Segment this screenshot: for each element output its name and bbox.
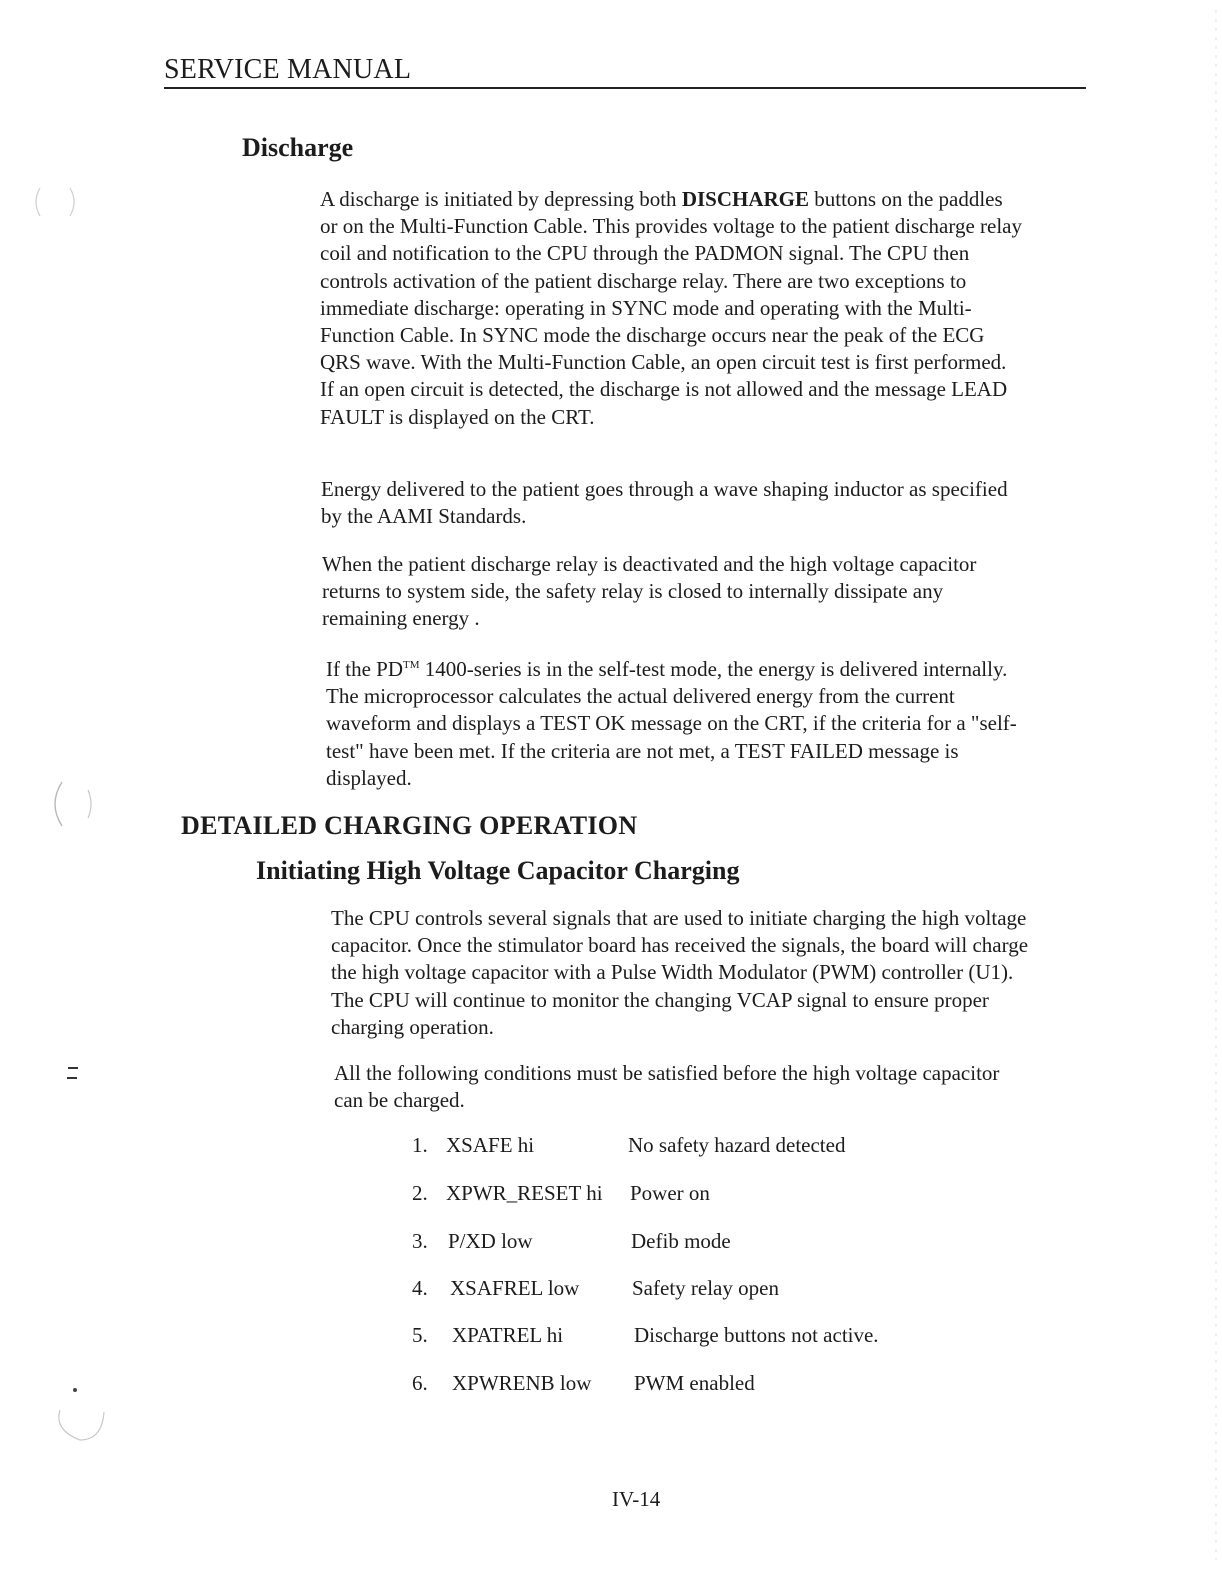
list-item-description: Defib mode	[631, 1229, 731, 1253]
charging-paragraph-1: The CPU controls several signals that are used to initiate charging the high voltage capacitor. Once the stimulator board has received the signals, the board will charge the high voltage capacitor with a Pulse Width Modulator (PWM) controller (U1). The CPU will continue to monitor the changing VCAP signal to ensure proper charging operation.	[331, 906, 1029, 1039]
list-item-signal: XSAFREL low	[450, 1276, 580, 1300]
list-item-number: 3.	[412, 1229, 428, 1253]
list-item-description: Safety relay open	[632, 1276, 779, 1300]
list-item-signal: XPWR_RESET hi	[446, 1181, 603, 1205]
discharge-p1-post: buttons on the paddles or on the Multi-Function Cable. This provides voltage to the patient discharge relay coil and notification to the CPU through the PADMON signal. The CPU then controls activation of the patient discharge relay. There are two exceptions to immediate discharge: operating in SYNC mode and operating with the Multi-Function Cable. In SYNC mode the discharge occurs near the peak of the ECG QRS wave. With the Multi-Function Cable, an open circuit test is first performed. If an open circuit is detected, the discharge is not allowed and the message LEAD FAULT is displayed on the CRT.	[320, 187, 1022, 429]
list-item-signal: XPATREL hi	[452, 1323, 564, 1347]
speck	[68, 1067, 78, 1069]
discharge-p4-pre: If the PD	[326, 657, 403, 681]
charging-subheading: Initiating High Voltage Capacitor Charging	[256, 856, 740, 885]
punch-hole-shadow-top	[36, 188, 40, 216]
discharge-paragraph-3: When the patient discharge relay is deactivated and the high voltage capacitor returns to system side, the safety relay is closed to internally dissipate any remaining energy .	[322, 552, 977, 631]
discharge-keyword: DISCHARGE	[681, 187, 810, 211]
list-item-signal: XPWRENB low	[452, 1371, 592, 1395]
page-number: IV-14	[612, 1487, 661, 1511]
list-item-number: 5.	[412, 1323, 428, 1347]
speck	[73, 1388, 77, 1392]
list-item-description: Power on	[630, 1181, 710, 1205]
discharge-p4-post: 1400-series is in the self-test mode, the energy is delivered internally. The microprocessor calculates the actual delivered energy from the current waveform and displays a TEST OK message on the CRT, if the criteria for a "self-test" have been met. If the criteria are not met, a TEST FAILED message is displayed.	[326, 657, 1017, 790]
discharge-heading: Discharge	[242, 133, 354, 162]
list-item-number: 1.	[412, 1133, 428, 1157]
punch-hole-shadow-bottom	[59, 1410, 104, 1440]
list-item-signal: XSAFE hi	[446, 1133, 535, 1157]
list-item-description: Discharge buttons not active.	[634, 1323, 879, 1347]
list-item-number: 6.	[412, 1371, 428, 1395]
charging-paragraph-2: All the following conditions must be satisfied before the high voltage capacitor can be charged.	[334, 1061, 1000, 1113]
punch-hole-shadow-middle	[55, 782, 62, 826]
discharge-paragraph-2: Energy delivered to the patient goes through a wave shaping inductor as specified by the AAMI Standards.	[321, 477, 1008, 529]
list-item-description: PWM enabled	[634, 1371, 755, 1395]
punch-hole-shadow-top-right	[70, 188, 74, 216]
speck	[67, 1077, 77, 1079]
charging-heading: DETAILED CHARGING OPERATION	[181, 811, 638, 840]
header-title: SERVICE MANUAL	[164, 54, 412, 85]
list-item-number: 2.	[412, 1181, 428, 1205]
list-item-description: No safety hazard detected	[628, 1133, 846, 1157]
trademark-superscript: TM	[403, 659, 420, 671]
discharge-p1-pre: A discharge is initiated by depressing both	[320, 187, 682, 211]
list-item-signal: P/XD low	[448, 1229, 533, 1253]
punch-hole-shadow-middle-right	[88, 790, 91, 818]
list-item-number: 4.	[412, 1276, 428, 1300]
